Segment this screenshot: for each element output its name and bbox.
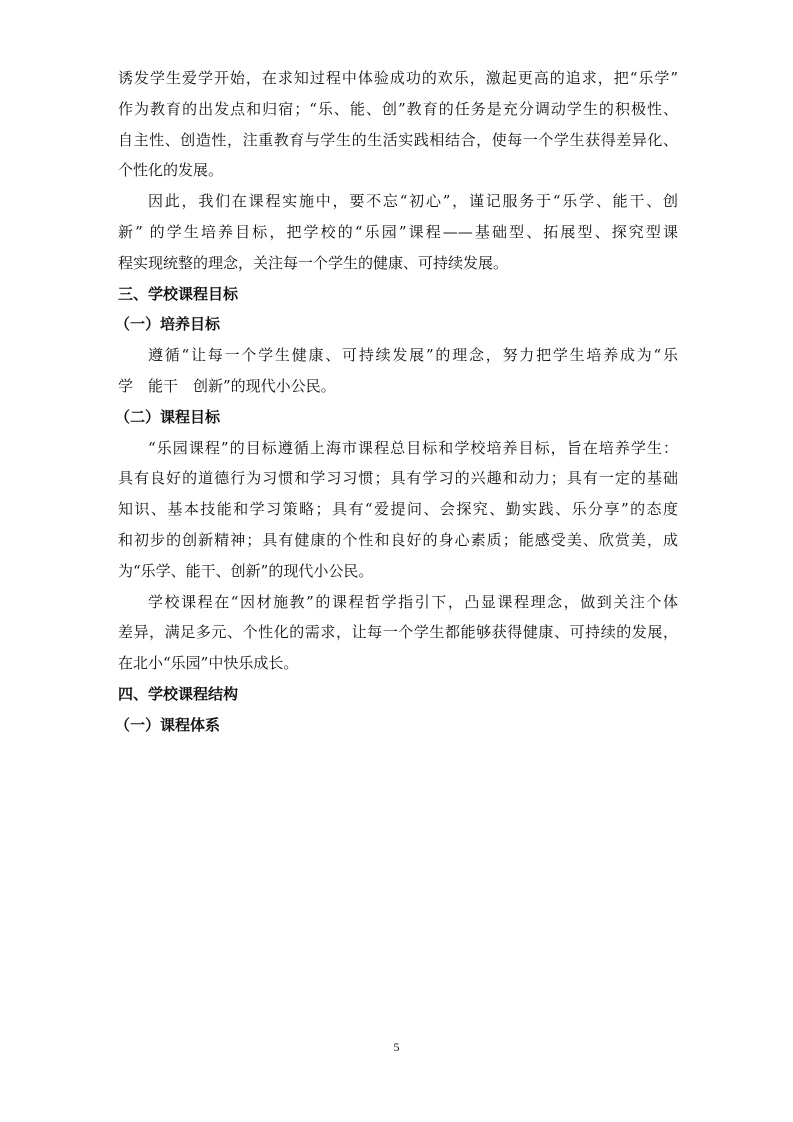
paragraph-line-text: 诱发学生爱学开始，在求知过程中体验成功的欢乐，激起更高的追求，把“乐学” bbox=[118, 69, 678, 87]
paragraph-last-line bbox=[118, 155, 678, 186]
section-heading bbox=[118, 679, 678, 710]
paragraph-first-line bbox=[118, 587, 678, 618]
subsection-heading bbox=[115, 710, 678, 741]
paragraph-line-text: 具有良好的道德行为习惯和学习习惯；具有学习的兴趣和动力；具有一定的基础 bbox=[118, 469, 678, 488]
paragraph-last-line bbox=[118, 556, 678, 587]
paragraph-last-line bbox=[118, 248, 678, 279]
paragraph-line-text: 差异，满足多元、个性化的需求，让每一个学生都能够获得健康、可持续的发展， bbox=[118, 623, 678, 642]
paragraph-line-text: 因此，我们在课程实施中，要不忘“初心”，谨记服务于“乐学、能干、创 bbox=[148, 192, 678, 211]
section-heading bbox=[118, 279, 678, 310]
paragraph-line-text: 学校课程在“因材施教”的课程哲学指引下，凸显课程理念，做到关注个体 bbox=[148, 592, 678, 611]
paragraph-line-text: 个性化的发展。 bbox=[118, 161, 224, 180]
paragraph-line-text: “乐园课程”的目标遵循上海市课程总目标和学校培养目标，旨在培养学生： bbox=[148, 438, 678, 457]
subsection-heading bbox=[115, 402, 678, 433]
paragraph-line-text: 为“乐学、能干、创新”的现代小公民。 bbox=[118, 561, 374, 580]
paragraph-line-text: 新” 的学生培养目标，把学校的“乐园”课程——基础型、拓展型、探究型课 bbox=[118, 222, 678, 241]
paragraph-line bbox=[118, 63, 678, 94]
subsection-heading-text: （二）课程目标 bbox=[115, 407, 221, 426]
subsection-heading-text: （一）培养目标 bbox=[115, 315, 221, 334]
paragraph-first-line bbox=[118, 186, 678, 217]
paragraph-last-line bbox=[118, 648, 678, 679]
section-heading-text: 四、学校课程结构 bbox=[118, 684, 239, 703]
subsection-heading bbox=[115, 309, 678, 340]
paragraph-line-text: 程实现统整的理念，关注每一个学生的健康、可持续发展。 bbox=[118, 253, 509, 272]
paragraph-line-text: 自主性、创造性，注重教育与学生的生活实践相结合，使每一个学生获得差异化、 bbox=[118, 130, 678, 149]
page-number: 5 bbox=[393, 1040, 400, 1054]
paragraph-line bbox=[118, 94, 678, 125]
paragraph-line-text: 在北小“乐园”中快乐成长。 bbox=[118, 654, 299, 673]
paragraph-line bbox=[118, 463, 678, 494]
paragraph-last-line bbox=[118, 371, 678, 402]
paragraph-line-text: 学 能干 创新”的现代小公民。 bbox=[118, 376, 336, 395]
subsection-heading-text: （一）课程体系 bbox=[115, 715, 221, 734]
paragraph-line-text: 和初步的创新精神；具有健康的个性和良好的身心素质；能感受美、欣赏美，成 bbox=[118, 530, 678, 549]
paragraph-line-text: 遵循“让每一个学生健康、可持续发展”的理念，努力把学生培养成为“乐 bbox=[148, 346, 678, 365]
paragraph-line bbox=[118, 217, 678, 248]
paragraph-line-text: 作为教育的出发点和归宿；“乐、能、创”教育的任务是充分调动学生的积极性、 bbox=[118, 99, 678, 118]
paragraph-line bbox=[118, 525, 678, 556]
document-body bbox=[115, 63, 678, 741]
paragraph-line-text: 知识、基本技能和学习策略；具有“爱提问、会探究、勤实践、乐分享”的态度 bbox=[118, 500, 678, 519]
paragraph-line bbox=[118, 617, 678, 648]
paragraph-line bbox=[118, 125, 678, 156]
paragraph-first-line bbox=[118, 340, 678, 371]
paragraph-line bbox=[118, 494, 678, 525]
section-heading-text: 三、学校课程目标 bbox=[118, 284, 239, 303]
paragraph-first-line bbox=[118, 433, 678, 464]
